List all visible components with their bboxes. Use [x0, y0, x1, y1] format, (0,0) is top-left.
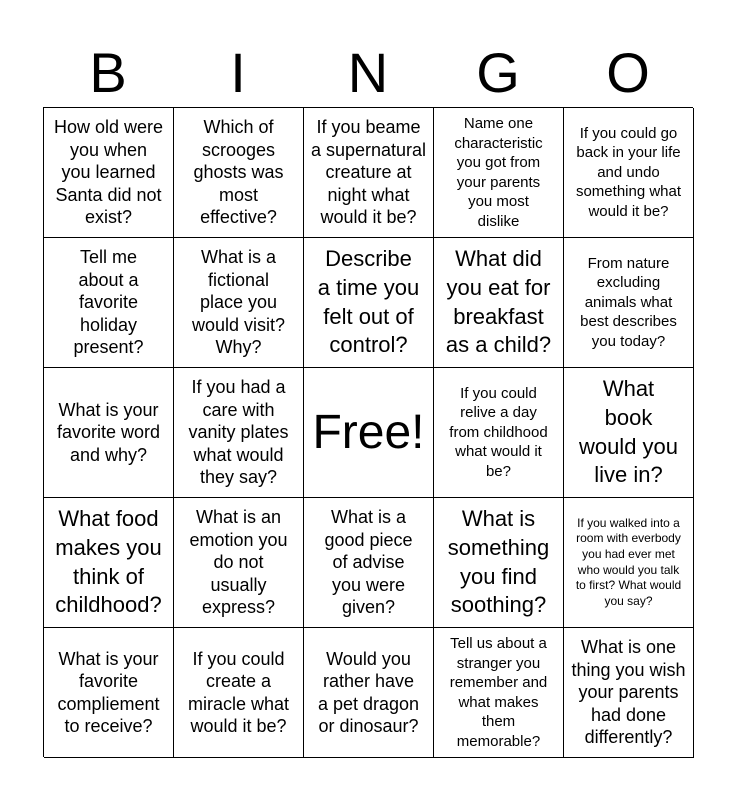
- header-letter-o: O: [606, 41, 650, 104]
- header-letter-g: G: [476, 41, 520, 104]
- bingo-cell-r1-c1[interactable]: [44, 108, 174, 238]
- bingo-cell-text: If you could relive a day from childhood what would it be?: [449, 384, 548, 480]
- bingo-board: [43, 107, 693, 757]
- bingo-cell-r1-c4[interactable]: [434, 108, 564, 238]
- bingo-cell-r4-c2[interactable]: [174, 498, 304, 628]
- bingo-cell-text: Tell me about a favorite holiday present?: [73, 247, 144, 358]
- bingo-cell-text: What is one thing you wish your parents had done differently?: [571, 637, 686, 748]
- bingo-cell-r5-c3[interactable]: [304, 628, 434, 758]
- bingo-cell-r3-c1[interactable]: [44, 368, 174, 498]
- bingo-cell-text: Which of scrooges ghosts was most effective?: [193, 117, 284, 228]
- bingo-cell-r4-c1[interactable]: [44, 498, 174, 628]
- bingo-cell-text: What is something you find soothing?: [447, 506, 550, 618]
- bingo-cell-r2-c5[interactable]: [564, 238, 694, 368]
- bingo-cell-r5-c4[interactable]: [434, 628, 564, 758]
- bingo-cell-r1-c5[interactable]: [564, 108, 694, 238]
- bingo-cell-r2-c4[interactable]: [434, 238, 564, 368]
- bingo-cell-text: What is a good piece of advise you were given?: [324, 507, 413, 618]
- bingo-cell-r5-c1[interactable]: [44, 628, 174, 758]
- bingo-cell-r2-c1[interactable]: [44, 238, 174, 368]
- bingo-cell-r2-c3[interactable]: [304, 238, 434, 368]
- bingo-cell-r4-c5[interactable]: [564, 498, 694, 628]
- bingo-cell-text: Describe a time you felt out of control?: [317, 246, 420, 358]
- bingo-cell-text: If you could create a miracle what would it be?: [187, 648, 290, 736]
- bingo-cell-text: What book would you live in?: [578, 376, 679, 488]
- bingo-cell-text: Name one characteristic you got from your parents you most dislike: [454, 115, 543, 230]
- header-letter-n: N: [347, 41, 389, 104]
- bingo-cell-text: Would you rather have a pet dragon or dinosaur?: [317, 648, 420, 736]
- bingo-cell-text: If you could go back in your life and undo something what would it be?: [575, 124, 682, 220]
- bingo-cell-text: What food makes you think of childhood?: [55, 506, 162, 618]
- bingo-cell-r3-c2[interactable]: [174, 368, 304, 498]
- bingo-cell-r3-c5[interactable]: [564, 368, 694, 498]
- bingo-cell-r5-c5[interactable]: [564, 628, 694, 758]
- bingo-cell-r1-c3[interactable]: [304, 108, 434, 238]
- bingo-cell-text: What did you eat for breakfast as a child?: [445, 246, 552, 358]
- bingo-cell-text: How old were you when you learned Santa did not exist?: [53, 117, 164, 228]
- bingo-cell-text: If you had a care with vanity plates what would they say?: [188, 377, 289, 488]
- bingo-cell-text: Tell us about a stranger you remember and what makes them memorable?: [449, 635, 548, 750]
- bingo-cell-text: What is your favorite word and why?: [56, 399, 161, 465]
- bingo-cell-r4-c3[interactable]: [304, 498, 434, 628]
- bingo-header: [43, 40, 693, 106]
- bingo-cell-free[interactable]: [304, 368, 434, 498]
- bingo-cell-r1-c2[interactable]: [174, 108, 304, 238]
- bingo-cell-text: From nature excluding animals what best describes you today?: [580, 254, 677, 350]
- bingo-cell-text: What is an emotion you do not usually express?: [189, 507, 288, 618]
- bingo-cell-r2-c2[interactable]: [174, 238, 304, 368]
- bingo-cell-text: Free!: [312, 405, 425, 459]
- bingo-cell-text: What is a fictional place you would visit? Why?: [191, 247, 286, 358]
- bingo-cell-r3-c4[interactable]: [434, 368, 564, 498]
- bingo-cell-text: If you beame a supernatural creature at night what would it be?: [310, 117, 427, 228]
- bingo-cell-text: If you walked into a room with everbody you had ever met who would you talk to first? What would you say?: [575, 515, 682, 608]
- bingo-cell-r5-c2[interactable]: [174, 628, 304, 758]
- bingo-cell-r4-c4[interactable]: [434, 498, 564, 628]
- bingo-cell-text: What is your favorite compliement to receive?: [57, 648, 160, 736]
- header-letter-b: B: [89, 41, 127, 104]
- header-letter-i: I: [230, 41, 246, 104]
